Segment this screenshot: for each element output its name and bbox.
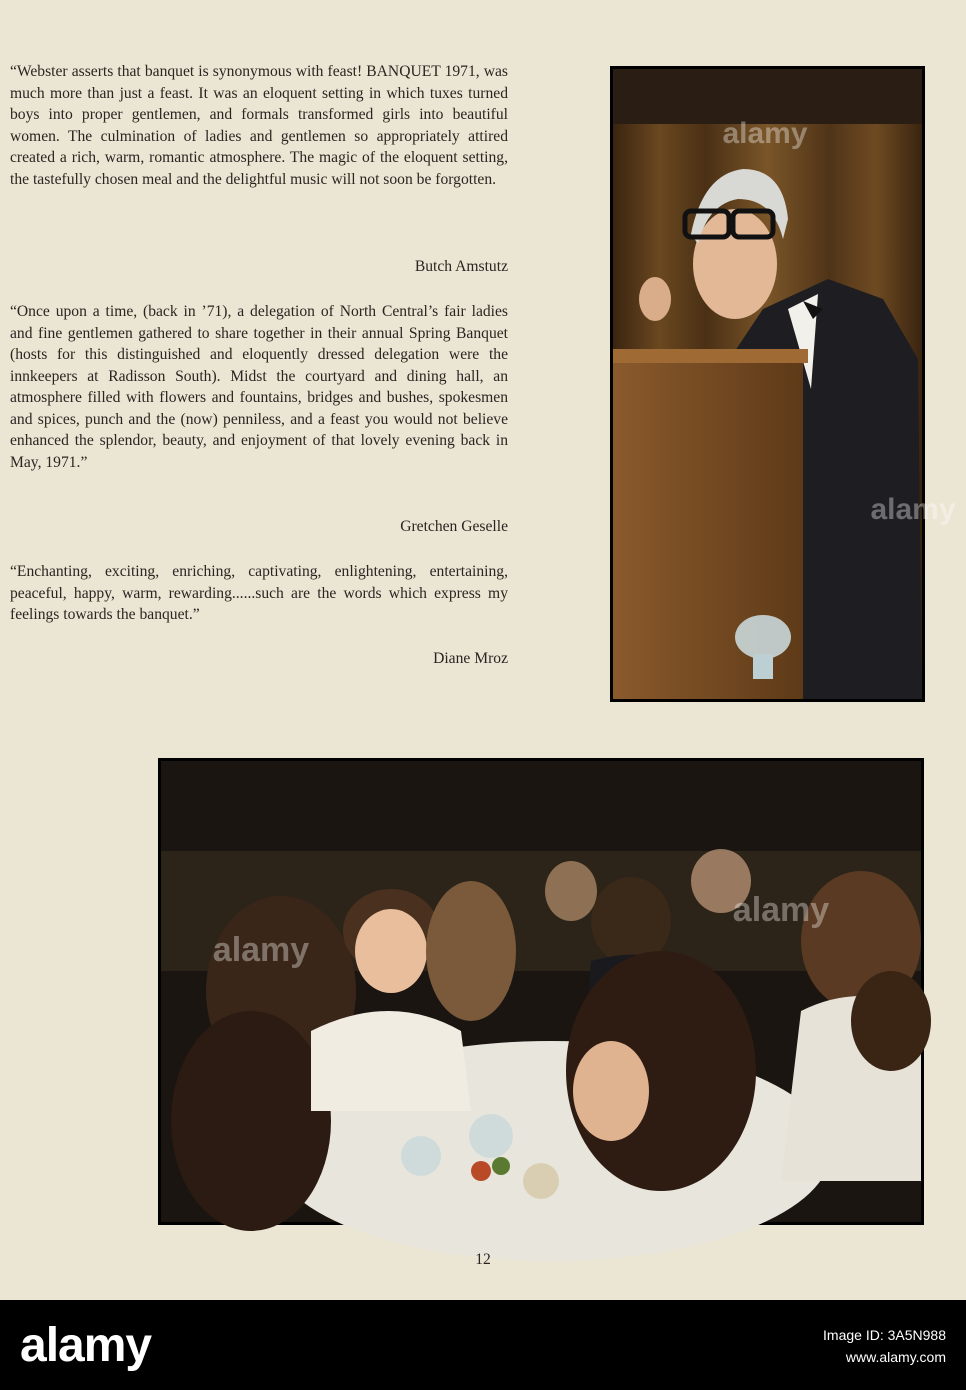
watermark-text: alamy [722,117,808,150]
image-id: Image ID: 3A5N988 [823,1327,946,1343]
page-number: 12 [475,1251,491,1268]
quote-author: Butch Amstutz [414,258,508,275]
banquet-photo [158,758,924,1225]
site-url: www.alamy.com [845,1349,946,1365]
quote-enchanting: “Enchanting, exciting, enriching, captivating, enlightening, entertaining, peaceful, happy, warm, rewarding......such are the words which express my feelings towards the banquet.” [10,563,508,623]
image-id-block [823,1324,946,1368]
speaker-photo [610,66,956,702]
watermark-text: alamy [870,493,956,526]
watermark-text: alamy [212,931,310,969]
quote-webster: “Webster asserts that banquet is synonymous with feast! BANQUET 1971, was much more than just a feast. It was an eloquent setting in which tuxes turned boys into proper gentlemen, and formals transformed girls into beautiful women. The culmination of ladies and gentlemen so appropriately attired created a rich, warm, romantic atmosphere. The magic of the eloquent setting, the tastefully chosen meal and the delightful music will not soon be forgotten. [10,63,508,188]
watermark-text: alamy [732,891,830,929]
quote-author: Gretchen Geselle [400,518,508,535]
quote-once-upon: “Once upon a time, (back in ’71), a delegation of North Central’s fair ladies and fine gentlemen gathered to share together in their annual Spring Banquet (hosts for this distinguished and eloquently dressed delegation were the innkeepers at Radisson South). Midst the courtyard and dining hall, an atmosphere filled with flowers and fountains, bridges and bushes, spokesmen and spices, punch and the (now) penniless, and a feast you would not believe enhanced the splendor, beauty, and enjoyment of that lovely evening back in May, 1971.” [10,303,508,471]
alamy-logo: alamy [20,1319,152,1372]
quote-author: Diane Mroz [433,650,508,667]
stock-footer [0,1300,966,1390]
